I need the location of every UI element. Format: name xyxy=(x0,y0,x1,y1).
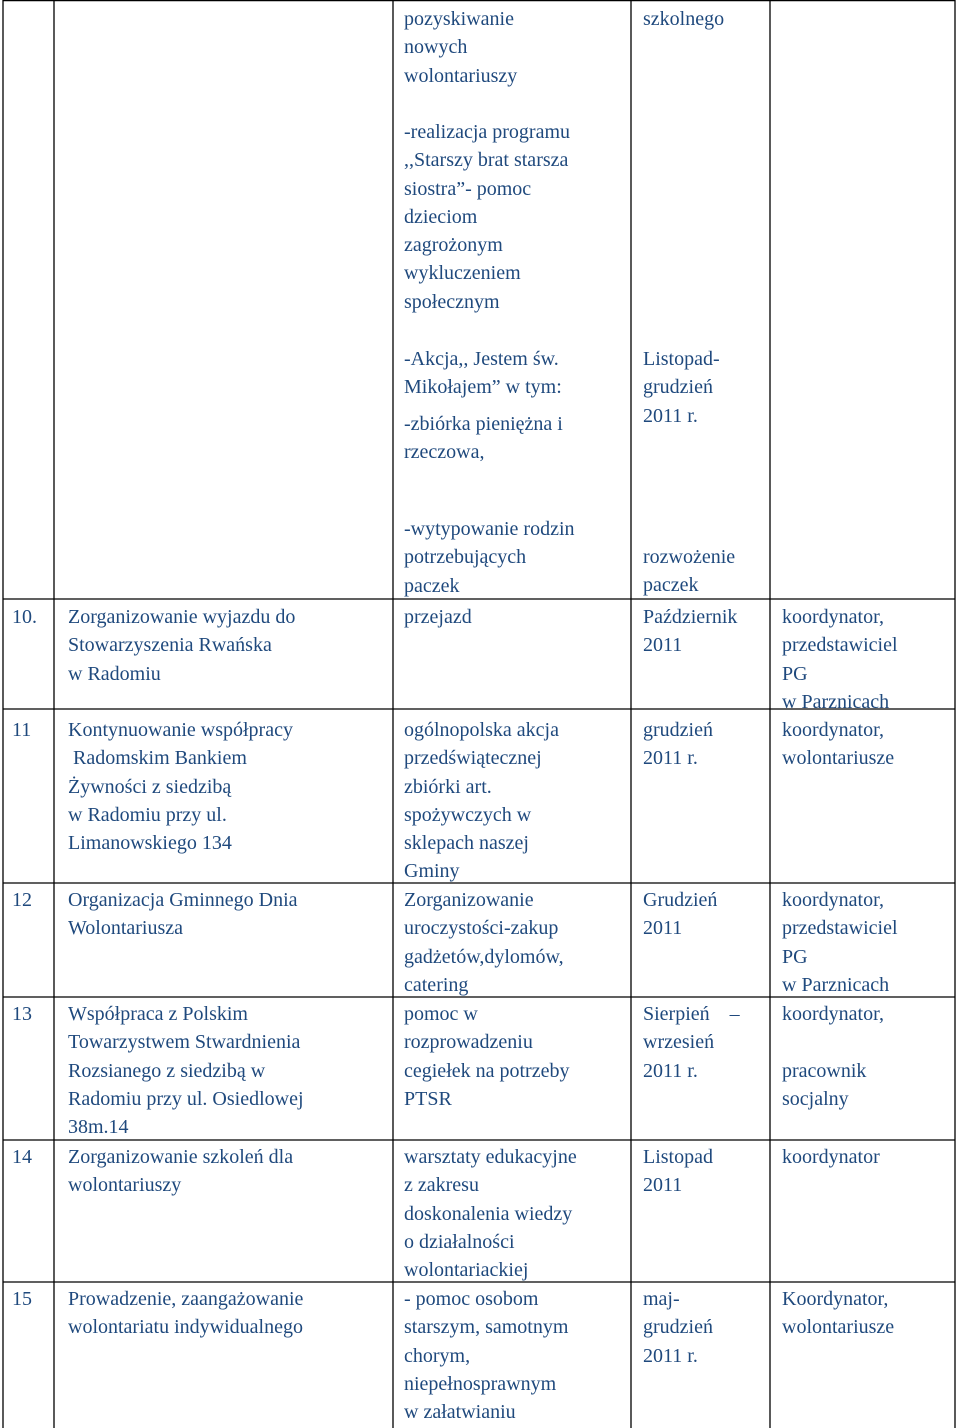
responsible-text: koordynator, przedstawiciel PG w Parznicach xyxy=(782,606,898,713)
action-text: - pomoc osobom starszym, samotnym chorym, niepełnosprawnym w załatwianiu xyxy=(404,1288,569,1424)
task-text: Współpraca z Polskim Towarzystwem Stwardnienia Rozsianego z siedzibą w Radomiu przy ul. Osiedlowej 38m.14 xyxy=(68,1003,304,1139)
row-number: 11 xyxy=(12,719,32,741)
action-text: -wytypowanie rodzin potrzebujących paczek xyxy=(404,518,575,597)
row-number: 12 xyxy=(12,889,32,911)
row-number: 10. xyxy=(12,606,37,628)
date-text: rozwożenie paczek xyxy=(643,546,736,597)
row-number: 14 xyxy=(12,1146,32,1168)
action-text: Zorganizowanie uroczystości-zakup gadżetów,dylomów, catering xyxy=(404,889,564,996)
date-text: Grudzień 2011 xyxy=(643,889,718,940)
action-text: pozyskiwanie nowych wolontariuszy xyxy=(404,8,518,87)
task-text: Organizacja Gminnego Dnia Wolontariusza xyxy=(68,889,298,940)
row-number: 15 xyxy=(12,1288,32,1310)
row-number: 13 xyxy=(12,1003,32,1025)
action-text: -Akcja,, Jestem św. Mikołajem” w tym: xyxy=(404,348,562,399)
task-text: Kontynuowanie współpracy Radomskim Bankiem Żywności z siedzibą w Radomiu przy ul. Limanowskiego 134 xyxy=(68,719,293,855)
responsible-text: koordynator, wolontariusze xyxy=(782,719,895,770)
action-text: -zbiórka pieniężna i rzeczowa, xyxy=(404,413,563,464)
responsible-text: koordynator, pracownik socjalny xyxy=(782,1003,884,1110)
action-text: ogólnopolska akcja przedświątecznej zbiórki art. spożywczych w sklepach naszej Gminy xyxy=(404,719,559,883)
date-text: grudzień 2011 r. xyxy=(643,719,713,770)
date-text: Październik 2011 xyxy=(643,606,738,657)
responsible-text: Koordynator, wolontariusze xyxy=(782,1288,895,1339)
date-text: Listopad- grudzień 2011 r. xyxy=(643,348,720,427)
date-text: Listopad 2011 xyxy=(643,1146,713,1197)
date-text: szkolnego xyxy=(643,8,725,30)
task-text: Zorganizowanie szkoleń dla wolontariuszy xyxy=(68,1146,294,1197)
task-text: Prowadzenie, zaangażowanie wolontariatu indywidualnego xyxy=(68,1288,304,1339)
task-text: Zorganizowanie wyjazdu do Stowarzyszenia Rwańska w Radomiu xyxy=(68,606,296,685)
date-text: Sierpień – wrzesień 2011 r. xyxy=(643,1003,740,1082)
action-text: warsztaty edukacyjne z zakresu doskonalenia wiedzy o działalności wolontariackiej xyxy=(404,1146,577,1282)
action-text: pomoc w rozprowadzeniu cegiełek na potrzeby PTSR xyxy=(404,1003,570,1110)
action-text: przejazd xyxy=(404,606,472,628)
action-text: -realizacja programu ,,Starszy brat starsza siostra”- pomoc dzieciom zagrożonym wykluczeniem społecznym xyxy=(404,121,571,313)
responsible-text: koordynator xyxy=(782,1146,880,1168)
responsible-text: koordynator, przedstawiciel PG w Parznicach xyxy=(782,889,898,996)
date-text: maj- grudzień 2011 r. xyxy=(643,1288,713,1367)
